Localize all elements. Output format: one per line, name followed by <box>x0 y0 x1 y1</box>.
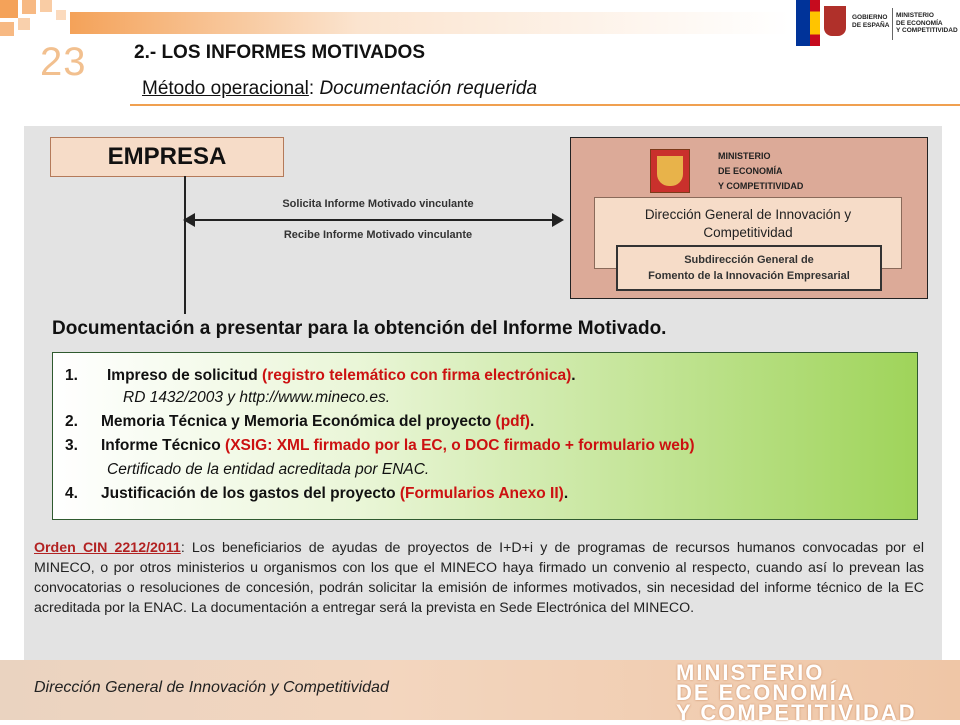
footer-ministry-watermark <box>676 660 917 725</box>
footer-ministry-line: Y COMPETITIVIDAD <box>676 700 917 725</box>
decorative-square <box>40 0 52 12</box>
item-text: Justificación de los gastos del proyecto <box>101 485 400 502</box>
list-item <box>65 413 534 431</box>
decorative-square <box>56 10 66 20</box>
empresa-connector-line <box>184 176 186 314</box>
item-end: . <box>529 413 535 430</box>
list-item <box>65 437 695 455</box>
sub-line: Fomento de la Innovación Empresarial <box>648 270 850 282</box>
item-text: Impreso de solicitud <box>107 367 263 384</box>
empresa-box: EMPRESA <box>50 137 284 177</box>
item-highlight: (XSIG: XML firmado por la EC, o DOC firmado + formulario web) <box>225 437 695 454</box>
eu-flag-icon <box>796 0 810 46</box>
documentation-title: Documentación a presentar para la obtención del Informe Motivado. <box>52 318 667 339</box>
subdirectorate-box <box>616 245 882 291</box>
gov-logo-left-text: GOBIERNO DE ESPAÑA <box>852 14 890 29</box>
item-number: 3. <box>65 437 78 454</box>
gov-logo-right-text: MINISTERIO DE ECONOMÍA Y COMPETITIVIDAD <box>896 12 958 34</box>
decorative-square <box>0 22 14 36</box>
slide-number: 23 <box>40 40 87 84</box>
coat-of-arms-icon <box>650 149 690 193</box>
orden-link[interactable]: Orden CIN 2212/2011 <box>34 540 181 556</box>
coat-of-arms-icon <box>824 6 846 36</box>
decorative-square <box>22 0 36 14</box>
subheading-prefix: Método operacional <box>142 78 309 99</box>
item-number: 1. <box>65 367 78 384</box>
decorative-square <box>18 18 30 30</box>
arrow-request-label: Solicita Informe Motivado vinculante <box>282 198 474 210</box>
footer-directorate: Dirección General de Innovación y Competitividad <box>34 679 389 696</box>
ministry-label <box>718 149 803 194</box>
logo-divider <box>892 8 893 40</box>
ministry-label-line: DE ECONOMÍA <box>718 166 783 176</box>
sub-line: Subdirección General de <box>684 254 814 266</box>
item-text: Memoria Técnica y Memoria Económica del proyecto <box>101 413 496 430</box>
documentation-list <box>52 352 918 520</box>
header-divider <box>130 104 960 106</box>
section-heading: 2.- LOS INFORMES MOTIVADOS <box>134 42 425 63</box>
spain-flag-icon <box>810 0 820 46</box>
item-number: 4. <box>65 485 78 502</box>
decorative-square <box>0 0 18 18</box>
subheading-suffix: Documentación requerida <box>319 78 538 99</box>
government-logo <box>796 0 960 46</box>
list-item <box>65 485 568 503</box>
subheading-colon: : <box>308 78 315 99</box>
item-number: 2. <box>65 413 78 430</box>
arrow-receive-label: Recibe Informe Motivado vinculante <box>283 229 473 241</box>
ministry-label-line: MINISTERIO <box>718 151 771 161</box>
footer-ministry-line: MINISTERIO <box>676 660 825 685</box>
item-highlight: (Formularios Anexo II) <box>399 485 564 502</box>
arrow-left-icon <box>183 213 195 227</box>
item-note: RD 1432/2003 y http://www.mineco.es. <box>123 389 391 406</box>
item-highlight: (pdf) <box>495 413 530 430</box>
ministry-label-line: Y COMPETITIVIDAD <box>718 181 804 191</box>
orden-paragraph <box>34 538 924 618</box>
decorative-bar <box>70 12 790 34</box>
dg-line: Competitividad <box>703 225 793 240</box>
footer-ministry-line: DE ECONOMÍA <box>676 680 856 705</box>
section-subheading <box>142 78 537 100</box>
item-note: Certificado de la entidad acreditada por ENAC. <box>107 461 430 478</box>
item-highlight: (registro telemático con firma electrónica) <box>262 367 572 384</box>
list-item <box>65 367 576 385</box>
item-text: Informe Técnico <box>101 437 226 454</box>
item-end: . <box>563 485 569 502</box>
dg-line: Dirección General de Innovación y <box>644 207 852 222</box>
arrow-right-icon <box>552 213 564 227</box>
item-end: . <box>571 367 576 384</box>
orden-text: : Los beneficiarios de ayudas de proyectos de I+D+i y de programas de recursos humanos convocadas por el MINECO, o por otros ministerios u organismos con los que el MINECO haya firmado un convenio al respecto, cuando así lo prevean las convocatorias o resoluciones de concesión, podrán solicitar la emisión de informes motivados, sin necesidad del informe técnico de la EC acreditada por la ENAC. La documentación a entregar será la prevista en Sede Electrónica del MINECO. <box>34 540 924 616</box>
double-arrow-line <box>186 219 556 221</box>
